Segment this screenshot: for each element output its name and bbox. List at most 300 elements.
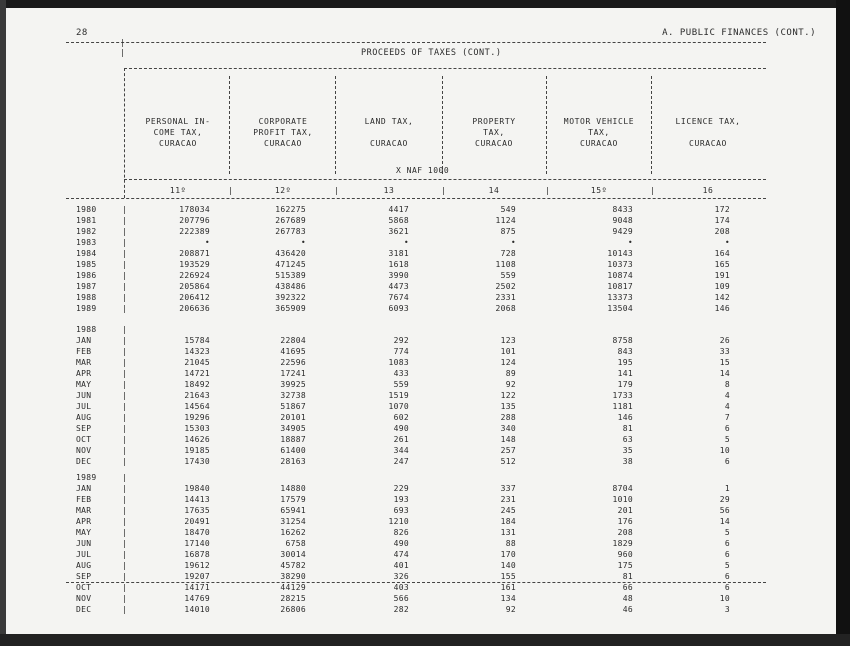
cell-value: 6 — [724, 550, 730, 559]
cell-value: 8433 — [612, 205, 633, 214]
cell-value: 1070 — [388, 402, 409, 411]
row-separator: | — [122, 336, 127, 345]
row-label: FEB — [76, 495, 92, 504]
cell-value: 46 — [622, 605, 633, 614]
cell-value: 4417 — [388, 205, 409, 214]
cell-value: 14010 — [184, 605, 210, 614]
cell-value: 14 — [719, 517, 730, 526]
cell-value: 245 — [500, 506, 516, 515]
cell-value: 13504 — [607, 304, 633, 313]
cell-value: 39925 — [280, 380, 306, 389]
cell-value: 146 — [714, 304, 730, 313]
code-sep-3: | — [441, 186, 447, 195]
cell-value: 81 — [622, 424, 633, 433]
cell-value: 193 — [393, 495, 409, 504]
row-separator: | — [122, 506, 127, 515]
cell-value: 2502 — [495, 282, 516, 291]
cell-value: 247 — [393, 457, 409, 466]
cell-value: 337 — [500, 484, 516, 493]
cell-value: 292 — [393, 336, 409, 345]
cell-value: • — [403, 238, 409, 247]
cell-value: 474 — [393, 550, 409, 559]
cell-value: 549 — [500, 205, 516, 214]
row-separator: | — [122, 413, 127, 422]
title-left-bar-2: | — [120, 48, 126, 57]
cell-value: 208 — [617, 528, 633, 537]
row-label: 1981 — [76, 216, 97, 225]
cell-value: 66 — [622, 583, 633, 592]
cell-value: 340 — [500, 424, 516, 433]
cell-value: 14626 — [184, 435, 210, 444]
cell-value: 8758 — [612, 336, 633, 345]
cell-value: • — [300, 238, 306, 247]
document-page — [6, 8, 836, 634]
cell-value: 65941 — [280, 506, 306, 515]
row-separator: | — [122, 435, 127, 444]
cell-value: 28163 — [280, 457, 306, 466]
cell-value: 14323 — [184, 347, 210, 356]
cell-value: 9429 — [612, 227, 633, 236]
unit-underline — [124, 179, 766, 180]
row-label: NOV — [76, 594, 92, 603]
cell-value: 10143 — [607, 249, 633, 258]
cell-value: 14413 — [184, 495, 210, 504]
cell-value: 201 — [617, 506, 633, 515]
cell-value: 8 — [724, 380, 730, 389]
title-left-bar: | — [120, 38, 126, 47]
cell-value: 10 — [719, 594, 730, 603]
cell-value: 1618 — [388, 260, 409, 269]
cell-value: 14171 — [184, 583, 210, 592]
cell-value: 18492 — [184, 380, 210, 389]
title-underline — [124, 68, 766, 69]
cell-value: 15303 — [184, 424, 210, 433]
cell-value: 20101 — [280, 413, 306, 422]
cell-value: 261 — [393, 435, 409, 444]
cell-value: 165 — [714, 260, 730, 269]
cell-value: 134 — [500, 594, 516, 603]
cell-value: 89 — [505, 369, 516, 378]
cell-value: 19207 — [184, 572, 210, 581]
cell-value: 14769 — [184, 594, 210, 603]
cell-value: 20491 — [184, 517, 210, 526]
cell-value: 326 — [393, 572, 409, 581]
cell-value: 208871 — [179, 249, 210, 258]
cell-value: 693 — [393, 506, 409, 515]
row-separator: | — [122, 358, 127, 367]
cell-value: 7 — [724, 413, 730, 422]
cell-value: 2331 — [495, 293, 516, 302]
row-separator: | — [122, 539, 127, 548]
row-label: APR — [76, 517, 92, 526]
cell-value: 401 — [393, 561, 409, 570]
cell-value: 122 — [500, 391, 516, 400]
cell-value: • — [724, 238, 730, 247]
cell-value: 34905 — [280, 424, 306, 433]
row-label: JAN — [76, 484, 92, 493]
cell-value: 18887 — [280, 435, 306, 444]
table-title: PROCEEDS OF TAXES (CONT.) — [361, 48, 502, 58]
cell-value: 207796 — [179, 216, 210, 225]
cell-value: 101 — [500, 347, 516, 356]
cell-value: 267689 — [275, 216, 306, 225]
row-label: 1984 — [76, 249, 97, 258]
cell-value: 433 — [393, 369, 409, 378]
cell-value: 267783 — [275, 227, 306, 236]
cell-value: 26 — [719, 336, 730, 345]
v-sep-4 — [546, 76, 547, 174]
cell-value: 17140 — [184, 539, 210, 548]
cell-value: 206636 — [179, 304, 210, 313]
cell-value: 19185 — [184, 446, 210, 455]
row-separator: | — [122, 495, 127, 504]
code-sep-1: | — [228, 186, 234, 195]
cell-value: 13373 — [607, 293, 633, 302]
row-label: FEB — [76, 347, 92, 356]
col-code-3: 13 — [383, 186, 395, 195]
scan-bottom-edge — [0, 634, 850, 646]
cell-value: 5868 — [388, 216, 409, 225]
row-separator: | — [122, 457, 127, 466]
row-label: MAY — [76, 528, 92, 537]
cell-value: 16262 — [280, 528, 306, 537]
row-label: MAY — [76, 380, 92, 389]
row-label: SEP — [76, 424, 92, 433]
col-code-5: 15º — [590, 186, 608, 195]
row-separator: | — [122, 517, 127, 526]
cell-value: 44129 — [280, 583, 306, 592]
cell-value: 206412 — [179, 293, 210, 302]
row-separator: | — [122, 380, 127, 389]
col-heading-2: CORPORATE PROFIT TAX, CURACAO — [253, 117, 313, 148]
cell-value: • — [510, 238, 516, 247]
row-separator: | — [122, 594, 127, 603]
cell-value: 17430 — [184, 457, 210, 466]
cell-value: 365909 — [275, 304, 306, 313]
cell-value: 19612 — [184, 561, 210, 570]
cell-value: 19296 — [184, 413, 210, 422]
row-label: 1987 — [76, 282, 97, 291]
cell-value: 288 — [500, 413, 516, 422]
cell-value: 161 — [500, 583, 516, 592]
row-separator: | — [122, 572, 127, 581]
cell-value: 8704 — [612, 484, 633, 493]
cell-value: 222389 — [179, 227, 210, 236]
row-separator: | — [122, 227, 127, 236]
cell-value: 5 — [724, 528, 730, 537]
row-label: DEC — [76, 457, 92, 466]
cell-value: 48 — [622, 594, 633, 603]
row-label: AUG — [76, 561, 92, 570]
cell-value: 30014 — [280, 550, 306, 559]
row-label: OCT — [76, 435, 92, 444]
cell-value: 14564 — [184, 402, 210, 411]
cell-value: 21045 — [184, 358, 210, 367]
v-sep-5 — [651, 76, 652, 174]
cell-value: 282 — [393, 605, 409, 614]
cell-value: 7674 — [388, 293, 409, 302]
cell-value: 28215 — [280, 594, 306, 603]
cell-value: 1083 — [388, 358, 409, 367]
row-separator: | — [122, 528, 127, 537]
row-label: 1985 — [76, 260, 97, 269]
code-sep-5: | — [650, 186, 656, 195]
cell-value: 92 — [505, 380, 516, 389]
cell-value: 344 — [393, 446, 409, 455]
row-label: SEP — [76, 572, 92, 581]
cell-value: 148 — [500, 435, 516, 444]
col-heading-3: LAND TAX, CURACAO — [364, 117, 414, 148]
cell-value: 19840 — [184, 484, 210, 493]
row-separator: | — [122, 216, 127, 225]
cell-value: 164 — [714, 249, 730, 258]
cell-value: 178034 — [179, 205, 210, 214]
cell-value: 436420 — [275, 249, 306, 258]
cell-value: 124 — [500, 358, 516, 367]
cell-value: 403 — [393, 583, 409, 592]
cell-value: 195 — [617, 358, 633, 367]
row-separator: | — [122, 391, 127, 400]
row-separator: | — [122, 260, 127, 269]
cell-value: 438486 — [275, 282, 306, 291]
cell-value: 10373 — [607, 260, 633, 269]
cell-value: 15 — [719, 358, 730, 367]
cell-value: 4 — [724, 391, 730, 400]
cell-value: 41695 — [280, 347, 306, 356]
col-code-2: 12º — [274, 186, 292, 195]
row-separator: | — [122, 484, 127, 493]
row-separator: | — [122, 238, 127, 247]
cell-value: 162275 — [275, 205, 306, 214]
cell-value: 208 — [714, 227, 730, 236]
page-number: 28 — [76, 28, 88, 38]
cell-value: 17635 — [184, 506, 210, 515]
code-sep-4: | — [545, 186, 551, 195]
cell-value: 172 — [714, 205, 730, 214]
cell-value: 179 — [617, 380, 633, 389]
row-label: JUN — [76, 539, 92, 548]
cell-value: 512 — [500, 457, 516, 466]
cell-value: 6 — [724, 539, 730, 548]
cell-value: 16878 — [184, 550, 210, 559]
bottom-rule — [66, 582, 766, 583]
cell-value: 63 — [622, 435, 633, 444]
row-label: APR — [76, 369, 92, 378]
cell-value: 14 — [719, 369, 730, 378]
row-separator: | — [122, 205, 127, 214]
cell-value: 559 — [393, 380, 409, 389]
cell-value: 1181 — [612, 402, 633, 411]
cell-value: 17241 — [280, 369, 306, 378]
cell-value: 135 — [500, 402, 516, 411]
cell-value: 3990 — [388, 271, 409, 280]
cell-value: 15784 — [184, 336, 210, 345]
cell-value: 4473 — [388, 282, 409, 291]
cell-value: 728 — [500, 249, 516, 258]
cell-value: 109 — [714, 282, 730, 291]
cell-value: 140 — [500, 561, 516, 570]
cell-value: 123 — [500, 336, 516, 345]
row-label: NOV — [76, 446, 92, 455]
cell-value: 131 — [500, 528, 516, 537]
cell-value: • — [204, 238, 210, 247]
row-separator: | — [122, 282, 127, 291]
row-label: 1988 — [76, 293, 97, 302]
cell-value: 490 — [393, 424, 409, 433]
cell-value: 6 — [724, 457, 730, 466]
cell-value: 21643 — [184, 391, 210, 400]
cell-value: 170 — [500, 550, 516, 559]
col-heading-6: LICENCE TAX, CURACAO — [675, 117, 741, 148]
cell-value: 3621 — [388, 227, 409, 236]
v-sep-3 — [442, 76, 443, 174]
cell-value: 17579 — [280, 495, 306, 504]
cell-value: 875 — [500, 227, 516, 236]
cell-value: • — [627, 238, 633, 247]
cell-value: 3181 — [388, 249, 409, 258]
v-sep-2 — [335, 76, 336, 174]
row-label: JUL — [76, 402, 92, 411]
row-label: AUG — [76, 413, 92, 422]
cell-value: 88 — [505, 539, 516, 548]
code-sep-2: | — [334, 186, 340, 195]
cell-value: 1108 — [495, 260, 516, 269]
row-label: JAN — [76, 336, 92, 345]
cell-value: 22596 — [280, 358, 306, 367]
row-label: 1989 — [76, 304, 97, 313]
group-year-label: 1988 — [76, 325, 97, 334]
cell-value: 6 — [724, 572, 730, 581]
cell-value: 1 — [724, 484, 730, 493]
col-code-1: 11º — [169, 186, 187, 195]
scan-right-edge — [836, 0, 850, 646]
row-separator: | — [122, 402, 127, 411]
col-heading-1: PERSONAL IN- COME TAX, CURACAO — [145, 117, 211, 148]
row-separator: | — [122, 550, 127, 559]
row-label: 1982 — [76, 227, 97, 236]
v-sep-1 — [229, 76, 230, 174]
row-label: DEC — [76, 605, 92, 614]
cell-value: 176 — [617, 517, 633, 526]
row-label: MAR — [76, 506, 92, 515]
cell-value: 193529 — [179, 260, 210, 269]
cell-value: 51867 — [280, 402, 306, 411]
cell-value: 1519 — [388, 391, 409, 400]
cell-value: 35 — [622, 446, 633, 455]
cell-value: 9048 — [612, 216, 633, 225]
row-separator: | — [122, 583, 127, 592]
cell-value: 392322 — [275, 293, 306, 302]
cell-value: 18470 — [184, 528, 210, 537]
row-label: 1983 — [76, 238, 97, 247]
row-separator: | — [122, 446, 127, 455]
cell-value: 960 — [617, 550, 633, 559]
cell-value: 146 — [617, 413, 633, 422]
cell-value: 843 — [617, 347, 633, 356]
cell-value: 1010 — [612, 495, 633, 504]
cell-value: 231 — [500, 495, 516, 504]
cell-value: 141 — [617, 369, 633, 378]
codes-underline — [66, 198, 766, 199]
cell-value: 774 — [393, 347, 409, 356]
unit-label: X NAF 1000 — [396, 166, 450, 175]
row-separator: | — [122, 473, 127, 482]
cell-value: 29 — [719, 495, 730, 504]
cell-value: 1733 — [612, 391, 633, 400]
row-separator: | — [122, 424, 127, 433]
row-separator: | — [122, 605, 127, 614]
row-label: MAR — [76, 358, 92, 367]
section-title: A. PUBLIC FINANCES (CONT.) — [662, 28, 816, 38]
cell-value: 226924 — [179, 271, 210, 280]
cell-value: 191 — [714, 271, 730, 280]
cell-value: 22804 — [280, 336, 306, 345]
cell-value: 14880 — [280, 484, 306, 493]
row-separator: | — [122, 271, 127, 280]
cell-value: 3 — [724, 605, 730, 614]
cell-value: 4 — [724, 402, 730, 411]
cell-value: 826 — [393, 528, 409, 537]
cell-value: 566 — [393, 594, 409, 603]
row-label: OCT — [76, 583, 92, 592]
cell-value: 184 — [500, 517, 516, 526]
row-label: 1986 — [76, 271, 97, 280]
col-heading-5: MOTOR VEHICLE TAX, CURACAO — [563, 117, 635, 148]
row-separator: | — [122, 369, 127, 378]
top-rule — [66, 42, 766, 43]
cell-value: 6093 — [388, 304, 409, 313]
cell-value: 559 — [500, 271, 516, 280]
row-separator: | — [122, 347, 127, 356]
row-separator: | — [122, 249, 127, 258]
cell-value: 1829 — [612, 539, 633, 548]
cell-value: 6 — [724, 583, 730, 592]
cell-value: 174 — [714, 216, 730, 225]
cell-value: 81 — [622, 572, 633, 581]
cell-value: 490 — [393, 539, 409, 548]
cell-value: 229 — [393, 484, 409, 493]
cell-value: 2068 — [495, 304, 516, 313]
cell-value: 92 — [505, 605, 516, 614]
col-code-4: 14 — [488, 186, 500, 195]
row-separator: | — [122, 325, 127, 334]
cell-value: 5 — [724, 561, 730, 570]
cell-value: 61400 — [280, 446, 306, 455]
cell-value: 6 — [724, 424, 730, 433]
cell-value: 38290 — [280, 572, 306, 581]
cell-value: 205864 — [179, 282, 210, 291]
row-separator: | — [122, 304, 127, 313]
cell-value: 10 — [719, 446, 730, 455]
cell-value: 142 — [714, 293, 730, 302]
row-separator: | — [122, 293, 127, 302]
row-label: JUN — [76, 391, 92, 400]
cell-value: 257 — [500, 446, 516, 455]
cell-value: 515389 — [275, 271, 306, 280]
col-code-6: 16 — [702, 186, 714, 195]
cell-value: 38 — [622, 457, 633, 466]
cell-value: 56 — [719, 506, 730, 515]
cell-value: 31254 — [280, 517, 306, 526]
cell-value: 155 — [500, 572, 516, 581]
cell-value: 10874 — [607, 271, 633, 280]
row-separator: | — [122, 561, 127, 570]
cell-value: 14721 — [184, 369, 210, 378]
cell-value: 26806 — [280, 605, 306, 614]
col-heading-4: PROPERTY TAX, CURACAO — [472, 117, 516, 148]
row-label: JUL — [76, 550, 92, 559]
cell-value: 32738 — [280, 391, 306, 400]
